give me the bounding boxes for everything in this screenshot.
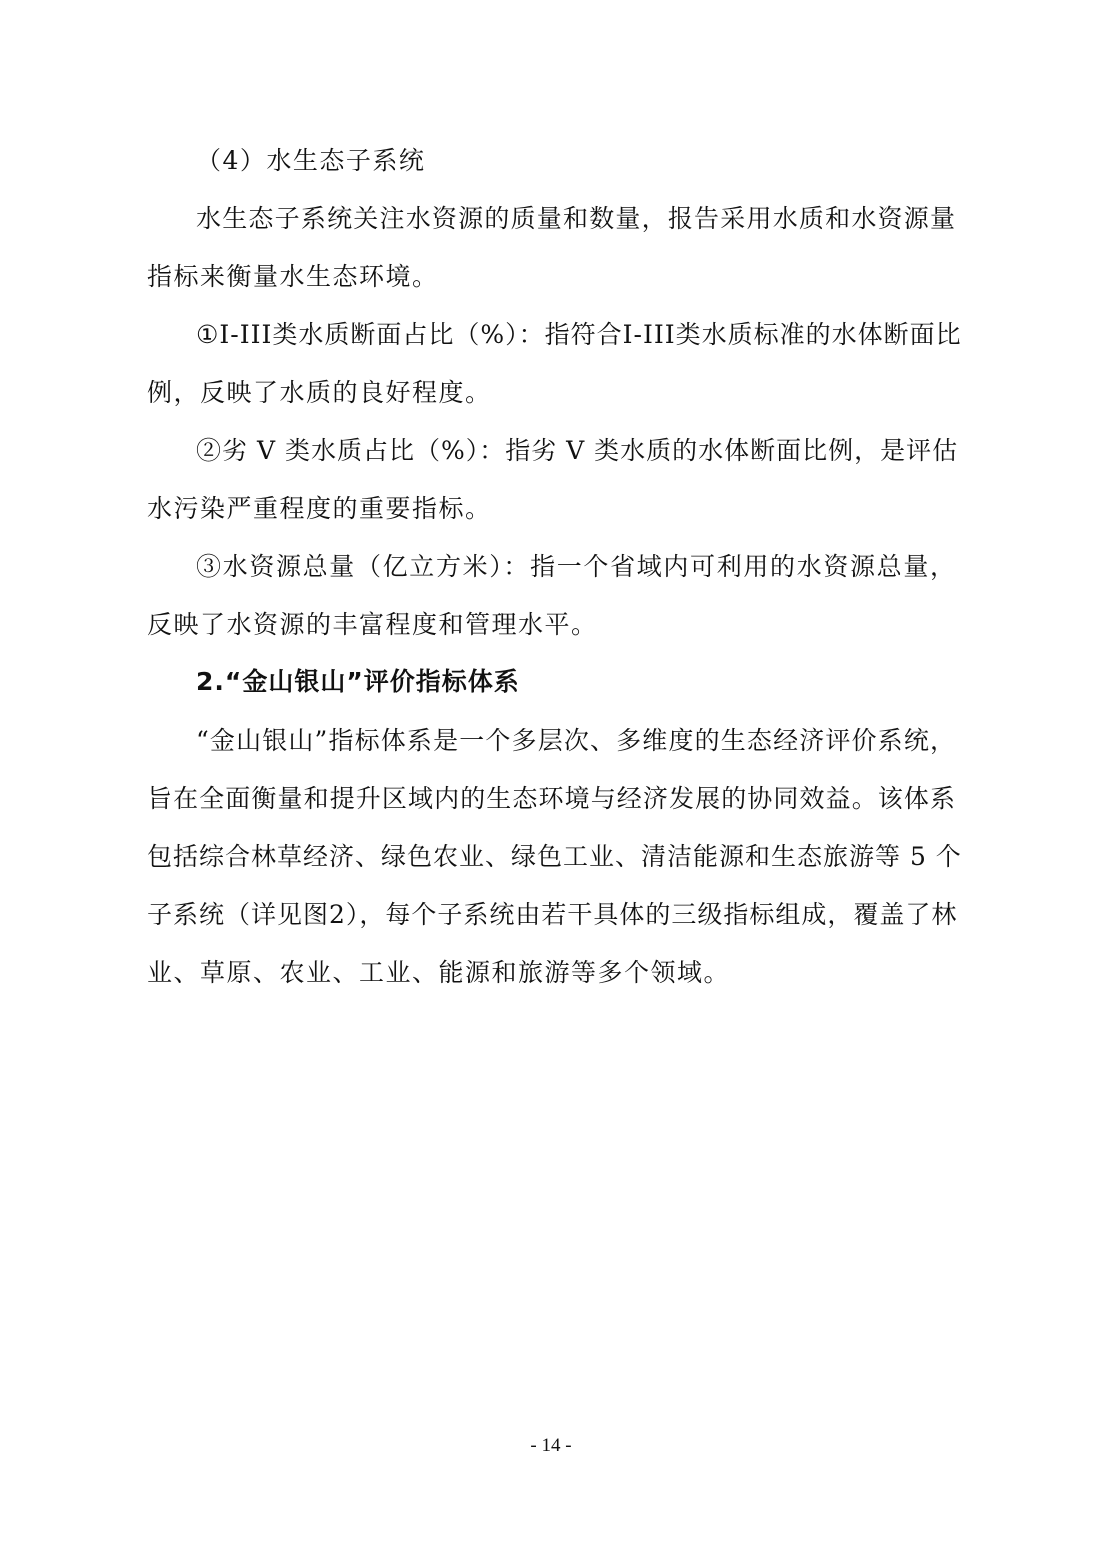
paragraph-line: 指标来衡量水生态环境。 [147, 262, 439, 291]
subsection-title: （4）水生态子系统 [196, 146, 426, 175]
list-item-line: 例，反映了水质的良好程度。 [147, 378, 492, 407]
list-item-line: ③水资源总量（亿立方米）：指一个省域内可利用的水资源总量， [196, 552, 956, 581]
paragraph-line: 水生态子系统关注水资源的质量和数量，报告采用水质和水资源量 [196, 204, 956, 233]
list-item-line: ②劣 V 类水质占比（%）：指劣 V 类水质的水体断面比例，是评估 [196, 436, 959, 465]
list-item-line: 反映了水资源的丰富程度和管理水平。 [147, 610, 598, 639]
paragraph-line: 子系统（详见图2），每个子系统由若干具体的三级指标组成，覆盖了林 [147, 900, 958, 929]
list-item-line: ①I-III类水质断面占比（%）：指符合I-III类水质标准的水体断面比 [196, 320, 962, 349]
section-heading: 2.“金山银山”评价指标体系 [196, 667, 520, 696]
paragraph-line: 旨在全面衡量和提升区域内的生态环境与经济发展的协同效益。该体系 [147, 784, 956, 813]
paragraph-line: “金山银山”指标体系是一个多层次、多维度的生态经济评价系统， [196, 726, 956, 755]
paragraph-line: 包括综合林草经济、绿色农业、绿色工业、清洁能源和生态旅游等 5 个 [147, 842, 962, 871]
page-number: - 14 - [530, 1435, 572, 1456]
list-item-line: 水污染严重程度的重要指标。 [147, 494, 492, 523]
paragraph-line: 业、草原、农业、工业、能源和旅游等多个领域。 [147, 958, 731, 987]
